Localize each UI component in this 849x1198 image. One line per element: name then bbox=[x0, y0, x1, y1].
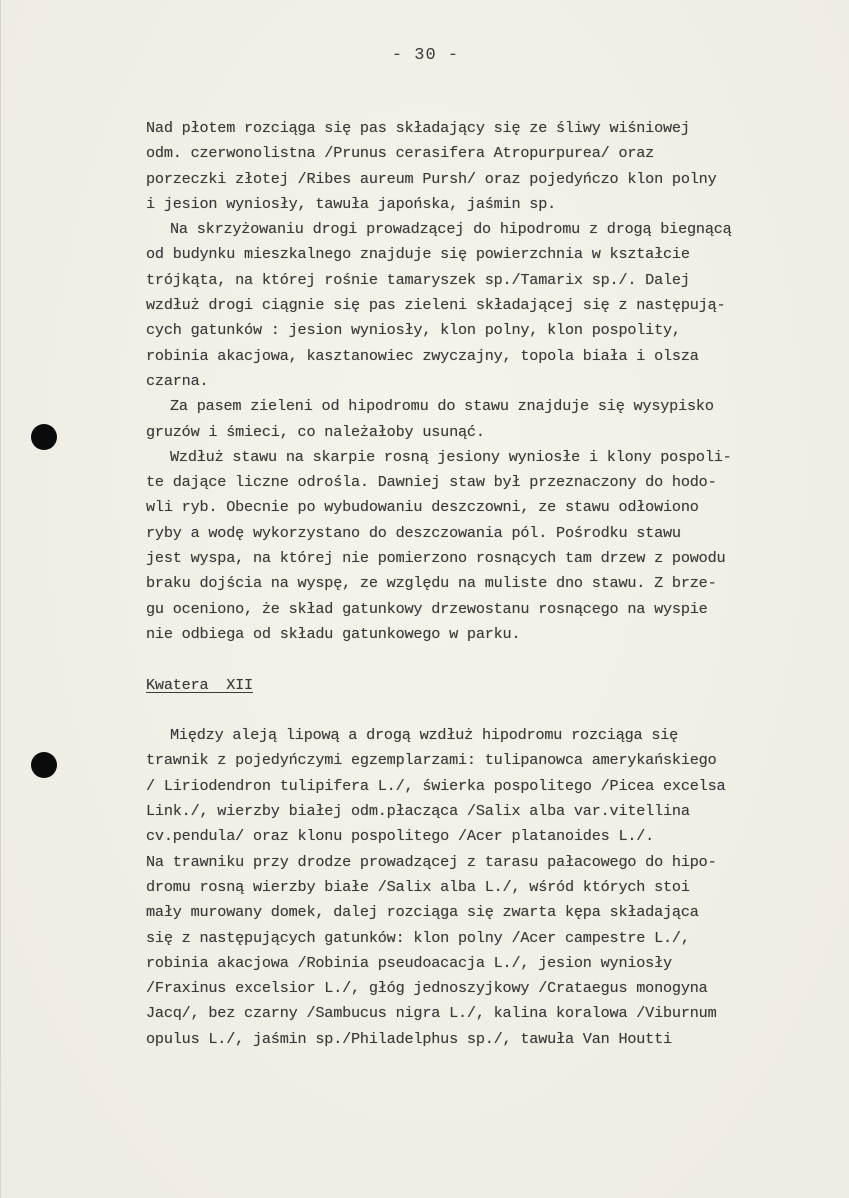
text-line: się z następujących gatunków: klon polny /Acer campestre L./, bbox=[146, 928, 690, 947]
punch-hole-top bbox=[31, 424, 57, 450]
section-block bbox=[146, 723, 836, 1052]
text-line: nie odbiega od składu gatunkowego w parku. bbox=[146, 624, 521, 643]
section-heading: Kwatera XII bbox=[146, 675, 253, 694]
blank-line bbox=[146, 698, 836, 723]
text-line: / Liriodendron tulipifera L./, świerka pospolitego /Picea excelsa bbox=[146, 776, 726, 795]
page-number: - 30 - bbox=[391, 46, 460, 65]
text-line: robinia akacjowa /Robinia pseudoacacja L./, jesion wyniosły bbox=[146, 953, 672, 972]
text-line: opulus L./, jaśmin sp./Philadelphus sp./, tawuła Van Houtti bbox=[146, 1029, 672, 1048]
text-line: trójkąta, na której rośnie tamaryszek sp./Tamarix sp./. Dalej bbox=[146, 270, 690, 289]
text-line: Za pasem zieleni od hipodromu do stawu znajduje się wysypisko bbox=[170, 397, 714, 416]
text-line: porzeczki złotej /Ribes aureum Pursh/ oraz pojedyńczo klon polny bbox=[146, 169, 717, 188]
text-line: /Fraxinus excelsior L./, głóg jednoszyjkowy /Crataegus monogyna bbox=[146, 979, 708, 998]
text-line: cv.pendula/ oraz klonu pospolitego /Acer platanoides L./. bbox=[146, 827, 655, 846]
section-heading-line bbox=[146, 673, 836, 698]
text-line: Jacq/, bez czarny /Sambucus nigra L./, kalina koralowa /Viburnum bbox=[146, 1004, 717, 1023]
text-line: i jesion wyniosły, tawuła japońska, jaśmin sp. bbox=[146, 194, 557, 213]
text-line: odm. czerwonolistna /Prunus cerasifera Atropurpurea/ oraz bbox=[146, 144, 655, 163]
text-line: dromu rosną wierzby białe /Salix alba L./, wśród których stoi bbox=[146, 877, 690, 896]
punch-hole-bottom bbox=[31, 752, 57, 778]
text-line: mały murowany domek, dalej rozciąga się zwarta kępa składająca bbox=[146, 903, 699, 922]
text-line: czarna. bbox=[146, 371, 209, 390]
text-line: Na skrzyżowaniu drogi prowadzącej do hipodromu z drogą biegnącą bbox=[170, 220, 732, 239]
text-line: trawnik z pojedyńczymi egzemplarzami: tulipanowca amerykańskiego bbox=[146, 751, 717, 770]
blank-line bbox=[146, 647, 836, 672]
text-line: Między aleją lipową a drogą wzdłuż hipodromu rozciąga się bbox=[170, 726, 679, 745]
text-line: od budynku mieszkalnego znajduje się powierzchnia w kształcie bbox=[146, 245, 690, 264]
text-line: cych gatunków : jesion wyniosły, klon polny, klon pospolity, bbox=[146, 321, 681, 340]
text-line: ryby a wodę wykorzystano do deszczowania pól. Pośrodku stawu bbox=[146, 523, 681, 542]
text-line: wzdłuż drogi ciągnie się pas zieleni składającej się z następują- bbox=[146, 296, 726, 315]
text-line: braku dojścia na wyspę, ze względu na muliste dno stawu. Z brze- bbox=[146, 574, 717, 593]
text-line: Na trawniku przy drodze prowadzącej z tarasu pałacowego do hipo- bbox=[146, 852, 717, 871]
text-line: gu oceniono, że skład gatunkowy drzewostanu rosnącego na wyspie bbox=[146, 599, 708, 618]
document-body bbox=[146, 116, 836, 1052]
text-line: jest wyspa, na której nie pomierzono rosnących tam drzew z powodu bbox=[146, 549, 726, 568]
text-line: Nad płotem rozciąga się pas składający się ze śliwy wiśniowej bbox=[146, 119, 690, 137]
paragraph-block bbox=[146, 116, 836, 647]
text-line: robinia akacjowa, kasztanowiec zwyczajny, topola biała i olsza bbox=[146, 346, 699, 365]
text-line: Wzdłuż stawu na skarpie rosną jesiony wyniosłe i klony pospoli- bbox=[170, 447, 732, 466]
text-line: te dające liczne odrośla. Dawniej staw był przeznaczony do hodo- bbox=[146, 473, 717, 492]
text-line: gruzów i śmieci, co należałoby usunąć. bbox=[146, 422, 485, 441]
text-line: wli ryb. Obecnie po wybudowaniu deszczowni, ze stawu odłowiono bbox=[146, 498, 699, 517]
text-line: Link./, wierzby białej odm.płacząca /Salix alba var.vitellina bbox=[146, 802, 690, 821]
